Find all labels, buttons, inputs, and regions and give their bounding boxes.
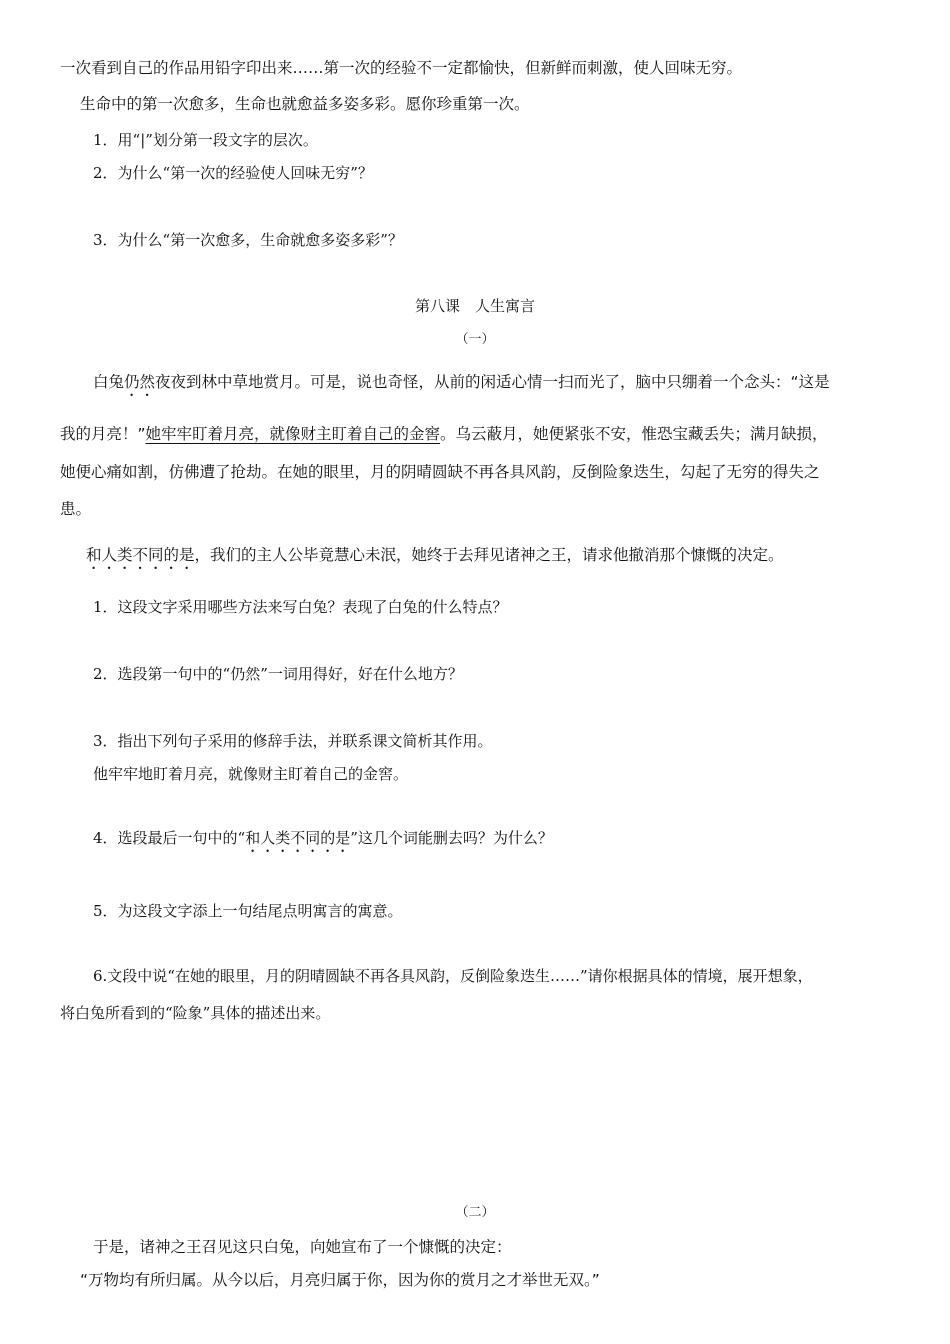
passage-1-line-5-post: ，我们的主人公毕竟慧心未泯，她终于去拜见诸神之王，请求他撤消那个慷慨的决定。 [194,546,784,564]
question-2-4-post: ”这几个词能删去吗？为什么？ [350,829,553,847]
question-2-6-line-2: 将白兔所看到的“险象”具体的描述出来。 [60,1004,331,1022]
intro-line-2: 生命中的第一次愈多，生命也就愈益多姿多彩。愿你珍重第一次。 [80,95,530,113]
question-1-2: 2．为什么“第一次的经验使人回味无穷”？ [93,164,373,182]
question-2-3-sentence: 他牢牢地盯着月亮，就像财主盯着自己的金窖。 [93,765,409,783]
dotted-phrase: 和人类不同的是 [86,546,195,564]
passage-1-line-1-pre: 白兔 [93,373,125,391]
passage-1-line-4: 患。 [60,500,92,518]
question-2-4 [93,828,553,856]
passage-1-line-5 [86,545,784,573]
passage-1-line-3: 她便心痛如割，仿佛遭了抢劫。在她的眼里，月的阴晴圆缺不再各具风韵，反倒险象迭生，勾起了无穷的得失之 [60,463,820,481]
question-1-1: 1．用“|”划分第一段文字的层次。 [93,131,318,149]
passage-1-line-2-post: 。乌云蔽月，她便紧张不安，惟恐宝藏丢失；满月缺损， [440,425,828,443]
passage-1-line-1-post: 夜夜到林中草地赏月。可是，说也奇怪，从前的闲适心情一扫而光了，脑中只绷着一个念头：“这是 [155,373,830,391]
passage-1-line-1 [93,372,830,400]
lesson-title: 第八课 人生寓言 [414,297,535,315]
part-2-label: （二） [455,1205,495,1220]
part-1-label: （一） [455,332,495,347]
dotted-word-rengran: 仍然 [124,373,156,391]
intro-line-1: 一次看到自己的作品用铅字印出来……第一次的经验不一定都愉快，但新鲜而刺激，使人回味无穷。 [60,59,743,77]
question-2-4-pre: 4．选段最后一句中的“ [93,829,246,847]
question-2-5: 5．为这段文字添上一句结尾点明寓言的寓意。 [93,902,403,920]
underlined-sentence: 她牢牢盯着月亮，就像财主盯着自己的金窖 [145,425,441,443]
question-2-3: 3．指出下列句子采用的修辞手法，并联系课文简析其作用。 [93,732,493,750]
question-2-4-dotted: 和人类不同的是 [245,829,351,847]
question-2-6-line-1: 6.文段中说“在她的眼里，月的阴晴圆缺不再各具风韵，反倒险象迭生……”请你根据具体的情境，展开想象， [93,967,813,985]
passage-1-line-2 [60,424,828,444]
passage-2-line-2: “万物均有所归属。从今以后，月亮归属于你，因为你的赏月之才举世无双。” [80,1271,600,1289]
question-2-2: 2．选段第一句中的“仍然”一词用得好，好在什么地方？ [93,665,463,683]
question-2-1: 1．这段文字采用哪些方法来写白兔？表现了白兔的什么特点？ [93,598,508,616]
question-1-3: 3．为什么“第一次愈多，生命就愈多姿多彩”？ [93,231,403,249]
passage-2-line-1: 于是，诸神之王召见这只白兔，向她宣布了一个慷慨的决定： [93,1238,512,1256]
passage-1-line-2-pre: 我的月亮！” [60,425,146,443]
